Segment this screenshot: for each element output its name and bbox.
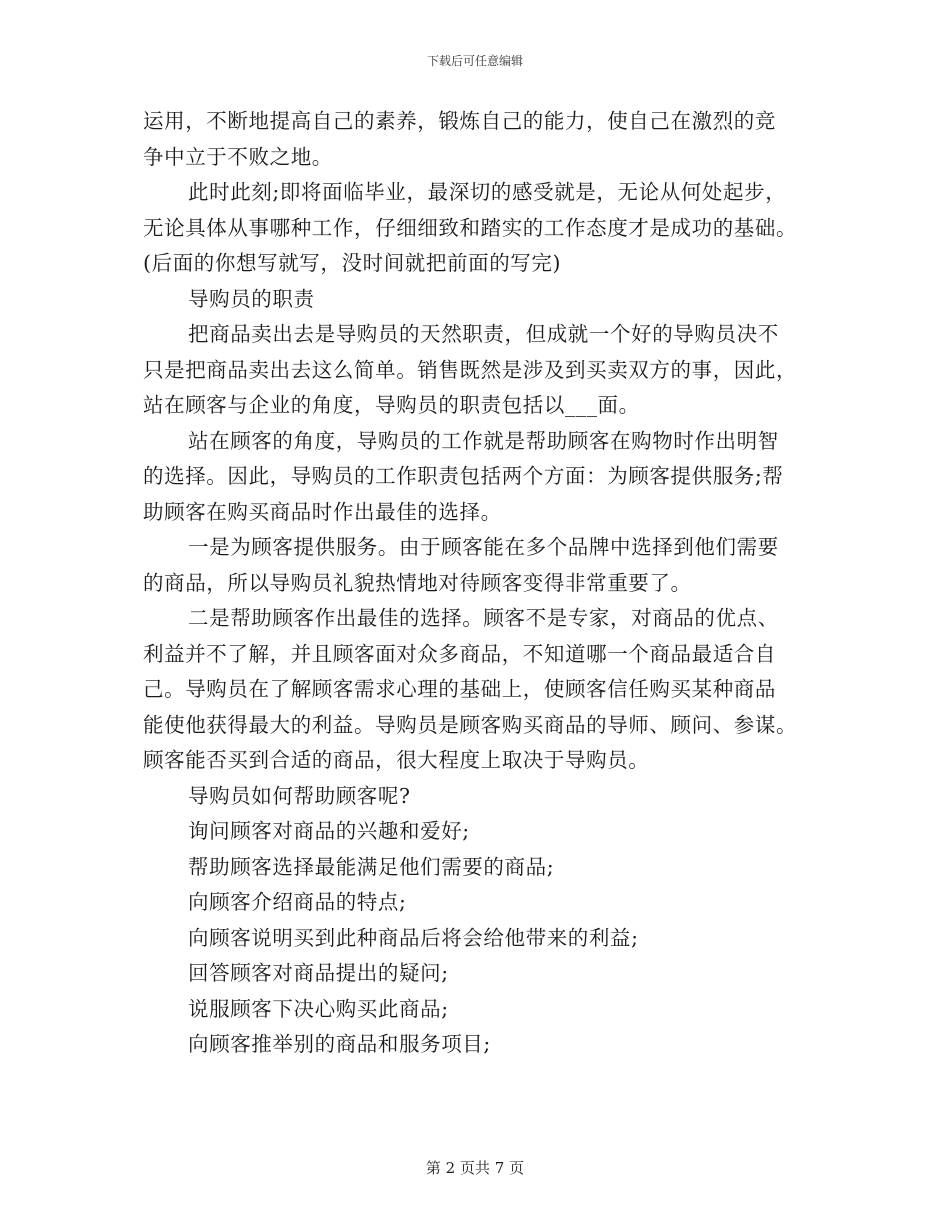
list-item: 向顾客介绍商品的特点; bbox=[188, 890, 407, 914]
page-footer: 第 2 页共 7 页 bbox=[425, 1159, 525, 1177]
paragraph-start: 站在顾客的角度，导购员的工作就是帮助顾客在购物时作出明智 bbox=[188, 428, 779, 453]
document-body bbox=[143, 104, 808, 1063]
body-line: 的商品，所以导购员礼貌热情地对待顾客变得非常重要了。 bbox=[143, 570, 692, 595]
list-item: 说服顾客下决心购买此商品; bbox=[188, 996, 449, 1021]
body-line: 站在顾客与企业的角度，导购员的职责包括以___面。 bbox=[143, 393, 640, 417]
body-line: 己。导购员在了解顾客需求心理的基础上，使顾客信任购买某种商品 bbox=[143, 677, 776, 701]
body-line: 利益并不了解，并且顾客面对众多商品，不知道哪一个商品最适合自 bbox=[143, 641, 776, 666]
list-item: 帮助顾客选择最能满足他们需要的商品; bbox=[188, 854, 555, 879]
list-heading: 导购员如何帮助顾客呢? bbox=[188, 783, 411, 808]
paragraph-start: 此时此刻;即将面临毕业，最深切的感受就是，无论从何处起步， bbox=[188, 180, 787, 204]
body-line: 顾客能否买到合适的商品，很大程度上取决于导购员。 bbox=[143, 748, 650, 772]
section-heading: 导购员的职责 bbox=[188, 286, 315, 311]
paragraph-start: 二是帮助顾客作出最佳的选择。顾客不是专家，对商品的优点、 bbox=[188, 606, 779, 630]
body-line: 运用，不断地提高自己的素养，锻炼自己的能力，使自己在激烈的竞 bbox=[143, 109, 776, 133]
body-line: 只是把商品卖出去这么简单。销售既然是涉及到买卖双方的事，因此， bbox=[143, 357, 798, 382]
body-line: 的选择。因此，导购员的工作职责包括两个方面：为顾客提供服务;帮 bbox=[143, 464, 784, 488]
list-item: 向顾客推举别的商品和服务项目; bbox=[188, 1032, 491, 1056]
list-item: 向顾客说明买到此种商品后将会给他带来的利益; bbox=[188, 925, 639, 950]
paragraph-start: 把商品卖出去是导购员的天然职责，但成就一个好的导购员决不 bbox=[188, 322, 779, 346]
page-header: 下载后可任意编辑 bbox=[426, 54, 523, 68]
list-item: 回答顾客对商品提出的疑问; bbox=[188, 961, 449, 985]
list-item: 询问顾客对商品的兴趣和爱好; bbox=[188, 819, 470, 843]
body-line: 能使他获得最大的利益。导购员是顾客购买商品的导师、顾问、参谋。 bbox=[143, 712, 798, 737]
body-line: 助顾客在购买商品时作出最佳的选择。 bbox=[143, 499, 502, 524]
body-line: (后面的你想写就写，没时间就把前面的写完) bbox=[143, 251, 562, 275]
body-line: 争中立于不败之地。 bbox=[143, 144, 333, 169]
body-line: 无论具体从事哪种工作，仔细细致和踏实的工作态度才是成功的基础。 bbox=[143, 215, 798, 240]
paragraph-start: 一是为顾客提供服务。由于顾客能在多个品牌中选择到他们需要 bbox=[188, 535, 779, 559]
